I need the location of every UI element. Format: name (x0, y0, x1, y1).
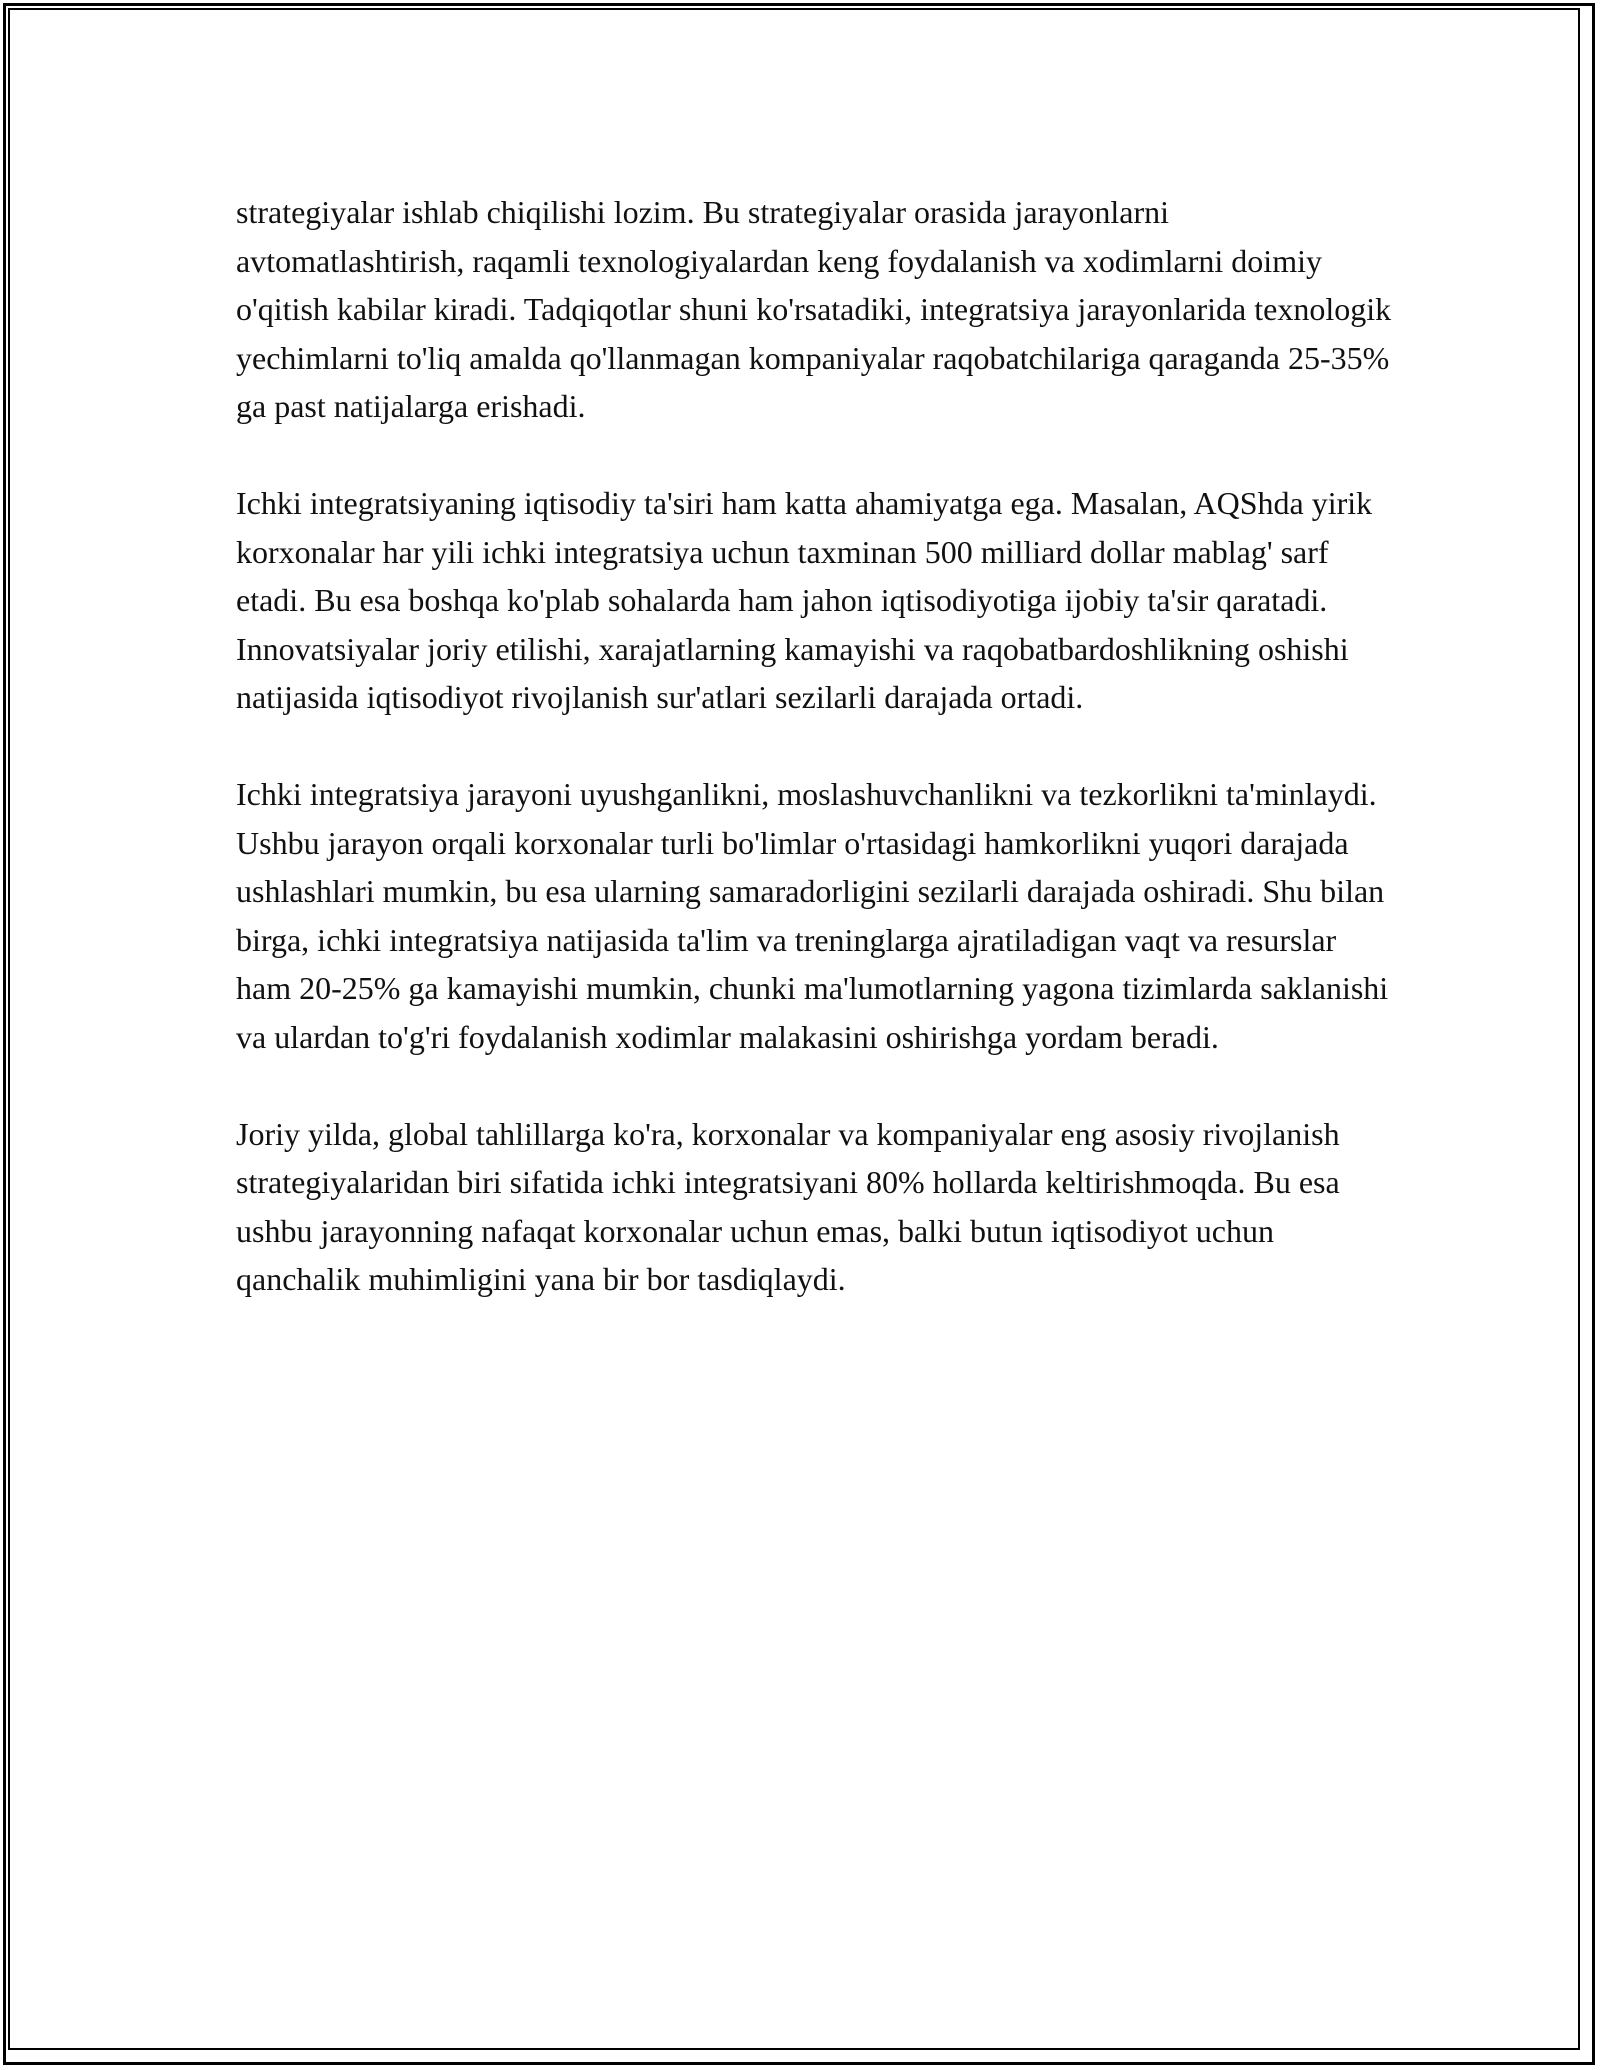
paragraph-4: Joriy yilda, global tahlillarga ko'ra, korxonalar va kompaniyalar eng asosiy rivojlanish strategiyalaridan biri sifatida ichki integratsiyani 80% hollarda keltirishmoqda. Bu esa ushbu jarayonning nafaqat korxonalar uchun emas, balki butun iqtisodiyot uchun qanchalik muhimligini yana bir bor tasdiqlaydi. (236, 1115, 1340, 1297)
document-body (236, 188, 1396, 1352)
paragraph-1: strategiyalar ishlab chiqilishi lozim. Bu strategiyalar orasida jarayonlarni avtomatlashtirish, raqamli texnologiyalardan keng foydalanish va xodimlarni doimiy o'qitish kabilar kiradi. Tadqiqotlar shuni ko'rsatadiki, integratsiya jarayonlarida texnologik yechimlarni to'liq amalda qo'llanmagan kompaniyalar raqobatchilariga qaraganda 25-35% ga past natijalarga erishadi. (236, 194, 1392, 424)
paragraph-3: Ichki integratsiya jarayoni uyushganlikni, moslashuvchanlikni va tezkorlikni ta'minlaydi. Ushbu jarayon orqali korxonalar turli bo'limlar o'rtasidagi hamkorlikni yuqori darajada ushlashlari mumkin, bu esa ularning samaradorligini sezilarli darajada oshiradi. Shu bilan birga, ichki integratsiya natijasida ta'lim va treninglarga ajratiladigan vaqt va resurslar ham 20-25% ga kamayishi mumkin, chunki ma'lumotlarning yagona tizimlarda saklanishi va ulardan to'g'ri foydalanish xodimlar malakasini oshirishga yordam beradi. (236, 776, 1389, 1055)
paragraph-2: Ichki integratsiyaning iqtisodiy ta'siri ham katta ahamiyatga ega. Masalan, AQShda yirik korxonalar har yili ichki integratsiya uchun taxminan 500 milliard dollar mablag' sarf etadi. Bu esa boshqa ko'plab sohalarda ham jahon iqtisodiyotiga ijobiy ta'sir qaratadi. Innovatsiyalar joriy etilishi, xarajatlarning kamayishi va raqobatbardoshlikning oshishi natijasida iqtisodiyot rivojlanish sur'atlari sezilarli darajada ortadi. (236, 485, 1373, 715)
